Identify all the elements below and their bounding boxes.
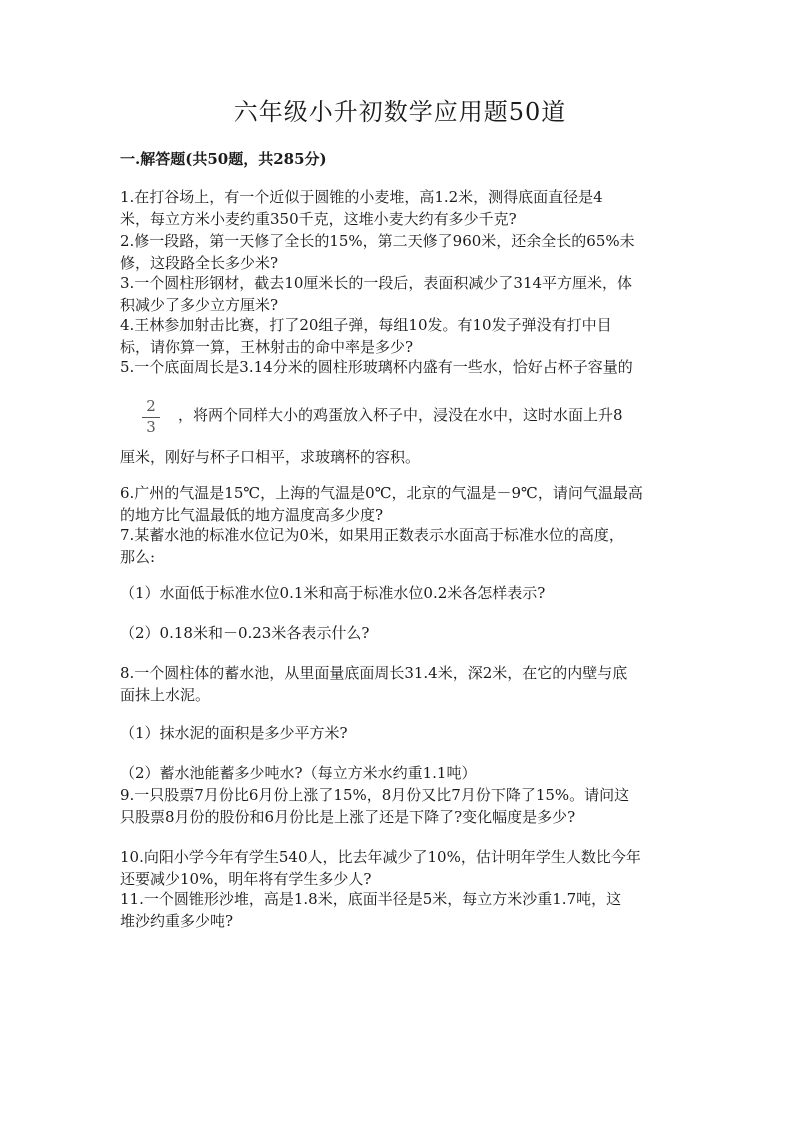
question-8-line-2: 面抹上水泥。 bbox=[120, 686, 211, 704]
question-9-line-1: 9.一只股票7月份比6月份上涨了15%，8月份又比7月份下降了15%。请问这 bbox=[120, 786, 630, 804]
question-6-line-2: 的地方比气温最低的地方温度高多少度? bbox=[120, 506, 384, 524]
question-4-line-1: 4.王林参加射击比赛，打了20组子弹，每组10发。有10发子弹没有打中目 bbox=[120, 316, 612, 334]
question-3-line-2: 积减少了多少立方厘米? bbox=[120, 296, 279, 314]
question-1-line-1: 1.在打谷场上，有一个近似于圆锥的小麦堆，高1.2米，测得底面直径是4 bbox=[120, 188, 603, 206]
question-2-line-2: 修，这段路全长多少米? bbox=[120, 254, 279, 272]
question-8-line-1: 8.一个圆柱体的蓄水池，从里面量底面周长31.4米，深2米，在它的内壁与底 bbox=[120, 664, 628, 682]
fraction-numerator: 2 bbox=[146, 397, 156, 415]
question-2-line-1: 2.修一段路，第一天修了全长的15%，第二天修了960米，还余全长的65%未 bbox=[120, 232, 635, 250]
question-7-sub-1: （1）水面低于标准水位0.1米和高于标准水位0.2米各怎样表示? bbox=[120, 584, 546, 602]
question-7-line-2: 那么: bbox=[120, 548, 156, 566]
question-8-sub-1: （1）抹水泥的面积是多少平方米? bbox=[120, 724, 348, 742]
question-11-line-2: 堆沙约重多少吨? bbox=[120, 912, 234, 930]
question-1-line-2: 米，每立方米小麦约重350千克，这堆小麦大约有多少千克? bbox=[120, 210, 517, 228]
question-8-sub-2: （2）蓄水池能蓄多少吨水?（每立方米水约重1.1吨） bbox=[120, 764, 477, 782]
question-3-line-1: 3.一个圆柱形钢材，截去10厘米长的一段后，表面积减少了314平方厘米，体 bbox=[120, 274, 633, 292]
question-11-line-1: 11.一个圆锥形沙堆，高是1.8米，底面半径是5米，每立方米沙重1.7吨，这 bbox=[120, 890, 622, 908]
question-5-line-1: 5.一个底面周长是3.14分米的圆柱形玻璃杯内盛有一些水，恰好占杯子容量的 bbox=[120, 358, 633, 376]
question-10-line-2: 还要减少10%，明年将有学生多少人? bbox=[120, 870, 372, 888]
fraction-two-thirds bbox=[140, 398, 162, 436]
question-4-line-2: 标，请你算一算，王林射击的命中率是多少? bbox=[120, 338, 414, 356]
question-7-sub-2: （2）0.18米和－0.23米各表示什么? bbox=[120, 624, 370, 642]
question-6-line-1: 6.广州的气温是15℃，上海的气温是0℃，北京的气温是－9℃，请问气温最高 bbox=[120, 484, 643, 502]
fraction-denominator: 3 bbox=[146, 418, 156, 436]
document-title: 六年级小升初数学应用题50道 bbox=[233, 98, 567, 126]
section-heading: 一.解答题(共50题，共285分) bbox=[120, 150, 327, 168]
question-9-line-2: 只股票8月份的股份和6月份比是上涨了还是下降了?变化幅度是多少? bbox=[120, 808, 576, 826]
question-5-line-3: 厘米，刚好与杯子口相平，求玻璃杯的容积。 bbox=[120, 448, 421, 466]
question-7-line-1: 7.某蓄水池的标准水位记为0米，如果用正数表示水面高于标准水位的高度， bbox=[120, 526, 624, 544]
question-5-line-2: ，将两个同样大小的鸡蛋放入杯子中，浸没在水中，这时水面上升8 bbox=[178, 406, 623, 424]
question-10-line-1: 10.向阳小学今年有学生540人，比去年减少了10%，估计明年学生人数比今年 bbox=[120, 848, 641, 866]
